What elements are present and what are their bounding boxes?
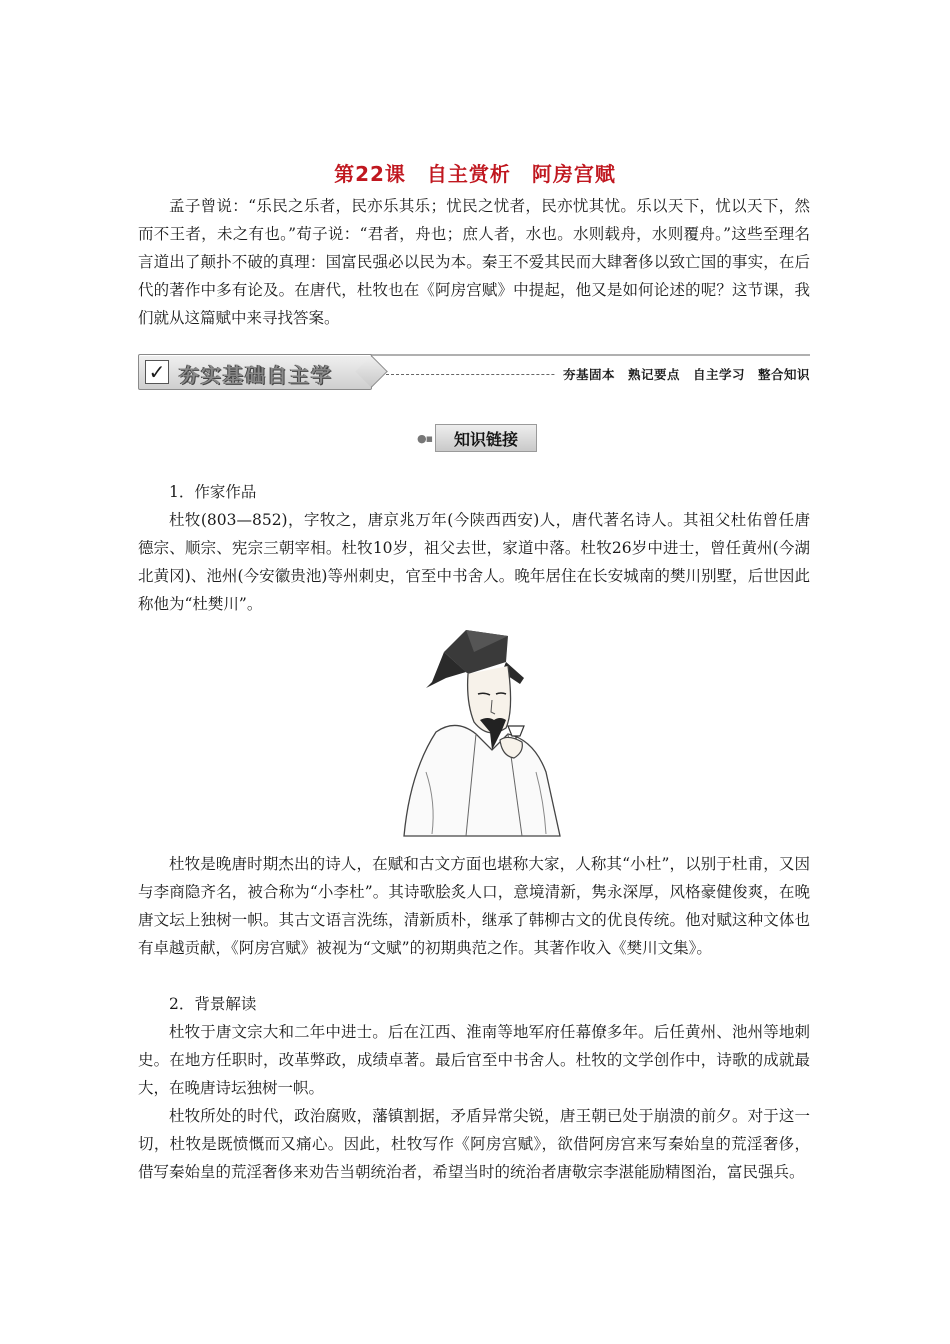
- author-reputation-paragraph: 杜牧是晚唐时期杰出的诗人，在赋和古文方面也堪称大家，人称其“小杜”，以别于杜甫，又因与李商隐齐名，被合称为“小李杜”。其诗歌脍炙人口，意境清新，隽永深厚，风格豪健俊爽，在晚唐文坛上独树一帜。其古文语言洗练，清新质朴，继承了韩柳古文的优良传统。他对赋这种文体也有卓越贡献，《阿房宫赋》被视为“文赋”的初期典范之作。其著作收入《樊川文集》。: [138, 855, 810, 957]
- banner-subtitle: 夯基固本 熟记要点 自主学习 整合知识: [555, 365, 810, 383]
- background-paragraph-1: 杜牧于唐文宗大和二年中进士。后在江西、淮南等地军府任幕僚多年。后任黄州、池州等地刺史。在地方任职时，改革弊政，成绩卓著。最后官至中书舍人。杜牧的文学创作中，诗歌的成就最大，在晚唐诗坛独树一帜。: [138, 1023, 810, 1097]
- background-paragraph-2: 杜牧所处的时代，政治腐败，藩镇割据，矛盾异常尖锐，唐王朝已处于崩溃的前夕。对于这一切，杜牧是既愤慨而又痛心。因此，杜牧写作《阿房宫赋》，欲借阿房宫来写秦始皇的荒淫奢侈，借写秦始皇的荒淫奢侈来劝告当朝统治者，希望当时的统治者唐敬宗李湛能励精图治，富民强兵。: [138, 1107, 810, 1181]
- intro-paragraph: 孟子曾说：“乐民之乐者，民亦乐其乐；忧民之忧者，民亦忧其忧。乐以天下，忧以天下，然而不王者，未之有也。”荀子说：“君者，舟也；庶人者，水也。水则载舟，水则覆舟。”这些至理名言道出了颠扑不破的真理：国富民强必以民为本。秦王不爱其民而大肆奢侈以致亡国的事实，在后代的著作中多有论及。在唐代，杜牧也在《阿房宫赋》中提起，他又是如何论述的呢？这节课，我们就从这篇赋中来寻找答案。: [138, 197, 810, 327]
- banner-label: 夯实基础自主学: [179, 363, 333, 387]
- knowledge-link-tag: [417, 424, 535, 452]
- banner-rule: [370, 354, 810, 356]
- section1-heading: 1．作家作品: [169, 483, 257, 501]
- section-banner: [138, 354, 810, 390]
- knowledge-link-box: [435, 424, 537, 452]
- du-mu-portrait-image: [396, 622, 564, 838]
- dot-bullet-icon: ●▪: [417, 432, 433, 445]
- knowledge-link-label: 知识链接: [453, 430, 518, 449]
- banner-tag: [138, 354, 372, 390]
- author-bio-paragraph: 杜牧(803—852)，字牧之，唐京兆万年(今陕西西安)人，唐代著名诗人。其祖父杜佑曾任唐德宗、顺宗、宪宗三朝宰相。杜牧10岁，祖父去世，家道中落。杜牧26岁中进士，曾任黄州(今湖北黄冈)、池州(今安徽贵池)等州刺史，官至中书舍人。晚年居住在长安城南的樊川别墅，后世因此称他为“杜樊川”。: [138, 511, 810, 613]
- section2-heading: 2．背景解读: [169, 995, 257, 1013]
- checkmark-icon: ✓: [145, 360, 169, 384]
- page-title: 第22课 自主赏析 阿房宫赋: [334, 162, 616, 186]
